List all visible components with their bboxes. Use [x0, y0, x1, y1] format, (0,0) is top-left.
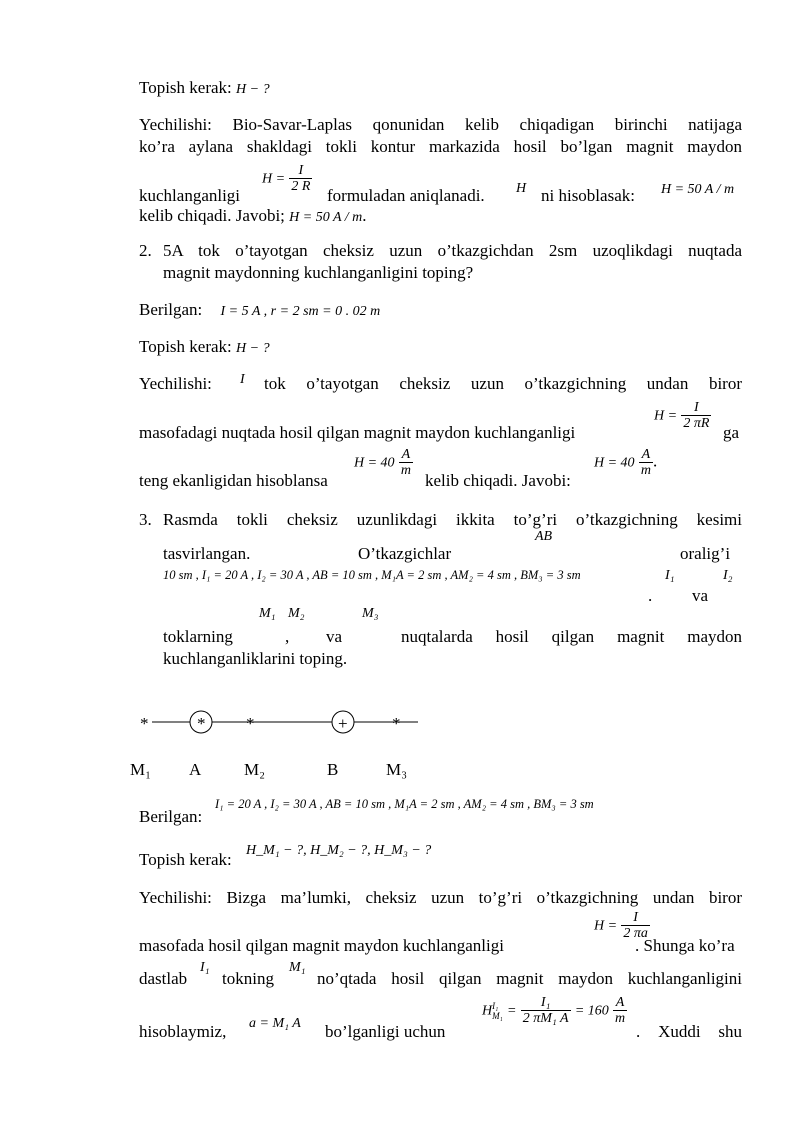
shunga-text: . Shunga ko’ra — [635, 936, 735, 955]
javob-value: H = 50 A / m — [289, 210, 363, 225]
hm1-fraction — [521, 995, 571, 1026]
javob-numerator: A — [641, 447, 651, 462]
result-h-40 — [354, 447, 413, 478]
formula-numerator: I — [289, 163, 312, 179]
masofada-text: masofada hosil qilgan magnit maydon kuchlanganligi — [139, 936, 504, 955]
yechilishi-line-1: Yechilishi: Bio-Savar-Laplas qonunidan kelib chiqadigan birinchi natijaga — [139, 115, 742, 134]
task3-line-last: kuchlanganliklarini toping. — [163, 649, 348, 668]
m3-label: M₃ — [362, 606, 379, 621]
javob-denominator: m — [640, 463, 651, 478]
ab-label: AB — [535, 529, 553, 544]
formula-denominator: 2 πa — [623, 926, 648, 941]
ga-text: ga — [723, 423, 740, 442]
i2-label: I₂ — [723, 568, 733, 583]
conductor-b-symbol: + — [338, 714, 348, 733]
point-m3-star: * — [392, 714, 401, 733]
topish-label: Topish kerak: — [139, 78, 232, 97]
berilgan-value: I = 5 A , r = 2 sm = 0 . 02 m — [220, 304, 381, 319]
task2-line-3: masofadagi nuqtada hosil qilgan magnit maydon kuchlanganligi — [139, 423, 576, 442]
i1-label: I₁ — [665, 568, 675, 583]
hm1-sup: I₁ — [492, 1000, 499, 1011]
topish-value: H − ? — [236, 82, 270, 97]
berilgan-label-3: Berilgan: — [139, 807, 203, 826]
yech2-b: tok o’tayotgan cheksiz uzun o’tkazgichning undan biror — [264, 374, 742, 393]
toklarning: toklarning — [163, 627, 233, 646]
va-1: va — [692, 586, 709, 605]
hm1-lhs: H — [482, 1003, 493, 1019]
bolganligi: bo’lganligi uchun — [325, 1022, 446, 1041]
task3-line-1: Rasmda tokli cheksiz uzunlikdagi ikkita to’g’ri o’tkazgichning kesimi — [163, 510, 742, 529]
result-denominator: m — [400, 463, 411, 478]
task2-line-2: magnit maydonning kuchlanganligini toping? — [163, 263, 474, 282]
formula-lhs: H = — [262, 171, 286, 187]
label-b: B — [327, 760, 339, 779]
hisoblaymiz: hisoblaymiz, — [139, 1022, 227, 1041]
hm1-result: = 160 — [574, 1003, 609, 1019]
point-m2-star: * — [246, 714, 255, 733]
topish-line-1 — [139, 78, 742, 100]
kelib-text-2: kelib chiqadi. Javobi: — [425, 471, 571, 490]
javob-h-40 — [594, 447, 657, 478]
yech3-line-1: Yechilishi: Bizga ma’lumki, cheksiz uzun to’g’ri o’tkazgichning undan biror — [139, 888, 742, 907]
topish-label-3: Topish kerak: — [139, 850, 232, 869]
formula-lhs: H = — [594, 918, 618, 934]
kuch-text-b: formuladan aniqlanadi. — [327, 186, 485, 205]
xuddi-text: . Xuddi shu — [636, 1022, 742, 1041]
hm1-sub: M₁ — [492, 1010, 503, 1021]
formula-fraction — [289, 163, 312, 194]
given-dot: . — [648, 586, 653, 605]
javob-dot: . — [362, 206, 367, 225]
formula-hm1 — [482, 995, 627, 1026]
formula-denominator: 2 πR — [683, 416, 710, 431]
berilgan-value-3: I₁ = 20 A , I₂ = 30 A , AB = 10 sm , M₁A = 2 sm , AM₂ = 4 sm , BM₃ = 3 sm — [215, 797, 594, 811]
yech2-a: Yechilishi: — [139, 374, 212, 393]
conductor-diagram — [130, 705, 430, 745]
teng-text: teng ekanligidan hisoblansa — [139, 471, 328, 490]
comma: , — [285, 627, 290, 646]
tokning: tokning — [222, 969, 274, 988]
hm1-numerator: I₁ — [521, 995, 571, 1011]
m1-symbol: M₁ — [289, 960, 306, 975]
label-a: A — [189, 760, 202, 779]
hm1-eq: = — [507, 1003, 517, 1019]
oralig: oralig’i — [680, 544, 731, 563]
label-m3: M₃ — [386, 760, 408, 779]
formula-h-i-2r — [262, 163, 312, 194]
formula-numerator: I — [681, 400, 711, 416]
javob-fraction — [639, 447, 653, 478]
topish-value: H − ? — [236, 341, 270, 356]
topish-value-3: H_M₁ − ?, H_M₂ − ?, H_M₃ − ? — [246, 843, 432, 858]
noqtada-text: no’qtada hosil qilgan magnit maydon kuchlanganligini — [317, 969, 742, 988]
berilgan-line-2 — [139, 300, 742, 322]
task2-line-1: 5A tok o’tayotgan cheksiz uzun o’tkazgichdan 2sm uzoqlikdagi nuqtada — [163, 241, 742, 260]
item-number-3: 3. — [139, 510, 152, 529]
kelib-line — [139, 206, 367, 226]
nuqtalarda: nuqtalarda hosil qilgan magnit maydon — [401, 627, 742, 646]
topish-label: Topish kerak: — [139, 337, 232, 356]
a-equals: a = M₁ A — [249, 1016, 301, 1031]
topish-line-2 — [139, 337, 742, 359]
m2-label: M₂ — [288, 606, 305, 621]
result-fraction — [399, 447, 413, 478]
kuch-text-c: ni hisoblasak: — [541, 186, 635, 205]
hm1-denominator: 2 πM₁ A — [522, 1011, 569, 1026]
hm1-unit-num: A — [613, 995, 627, 1011]
item-number-2: 2. — [139, 241, 152, 260]
hm1-unit-den: m — [615, 1011, 626, 1026]
javob-dot: . — [652, 451, 658, 471]
kuch-result: H = 50 A / m — [661, 182, 735, 197]
dastlab: dastlab — [139, 969, 188, 988]
kuch-h: H — [516, 181, 527, 196]
result-lhs: H = 40 — [354, 455, 395, 471]
m1-label: M₁ — [259, 606, 276, 621]
i1-symbol: I₁ — [200, 960, 210, 975]
formula-numerator: I — [621, 910, 650, 926]
point-m1-star: * — [140, 714, 149, 733]
berilgan-label: Berilgan: — [139, 300, 203, 319]
yech2-i: I — [240, 372, 245, 387]
label-m2: M₂ — [244, 760, 266, 779]
result-numerator: A — [401, 447, 411, 462]
tasvirlangan: tasvirlangan. — [163, 544, 251, 563]
hm1-unit-fraction — [613, 995, 627, 1026]
label-m1: M₁ — [130, 760, 152, 779]
formula-lhs: H = — [654, 408, 678, 424]
formula-h-i-2pir — [654, 400, 711, 431]
formula-fraction — [681, 400, 711, 431]
va-2: va — [326, 627, 343, 646]
yechilishi-line-2: ko’ra aylana shakldagi tokli kontur markazida hosil bo’lgan magnit maydon — [139, 137, 742, 156]
given-long: 10 sm , I₁ = 20 A , I₂ = 30 A , AB = 10 sm , M₁A = 2 sm , AM₂ = 4 sm , BM₃ = 3 sm — [163, 568, 581, 582]
kelib-text: kelib chiqadi. Javobi; — [139, 206, 285, 225]
otkazgichlar: O’tkazgichlar — [358, 544, 452, 563]
kuch-label: kuchlanganligi — [139, 186, 241, 205]
javob-lhs: H = 40 — [594, 455, 635, 471]
formula-denominator: 2 R — [291, 179, 311, 194]
conductor-a-symbol: * — [197, 714, 206, 733]
